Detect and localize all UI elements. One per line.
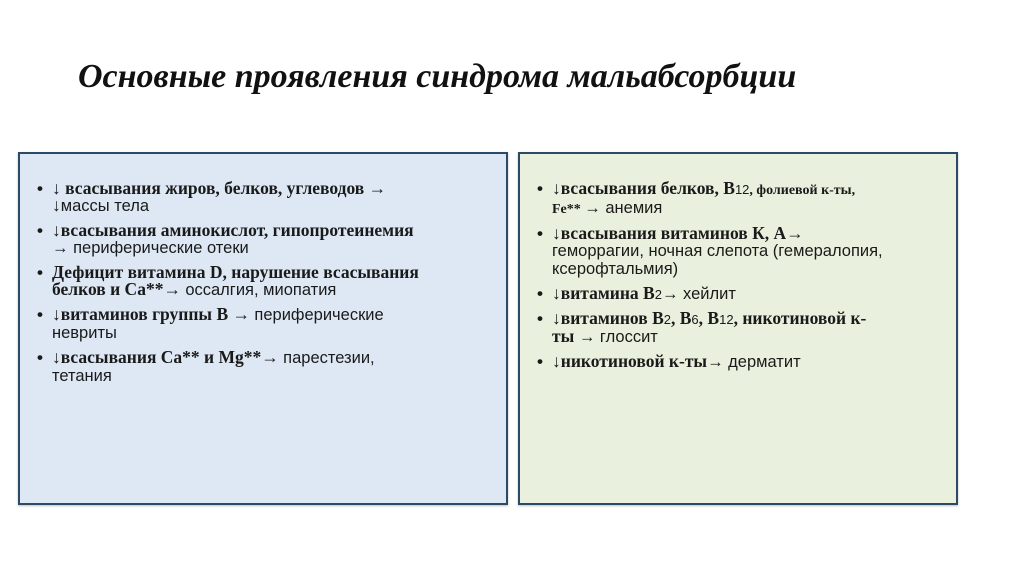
list-item xyxy=(37,180,492,215)
item-text-segment: → дерматит xyxy=(707,353,801,371)
item-text-segment: 12 xyxy=(734,182,750,197)
item-text-segment: оссалгия, миопатия xyxy=(185,281,337,299)
list-item xyxy=(537,285,942,303)
item-text-segment: ↓всасывания белков, B xyxy=(552,178,735,198)
item-text-segment: → анемия xyxy=(584,199,663,217)
item-text-segment: тетания xyxy=(52,367,112,385)
item-text-segment: → хейлит xyxy=(661,285,736,303)
item-text-segment: массы тела xyxy=(60,197,150,215)
slide-title: Основные проявления синдрома мальабсорбции xyxy=(78,58,797,95)
item-text-segment: белков и Ca**→ xyxy=(52,279,186,299)
item-text-segment: , фолиевой к-ты, xyxy=(749,183,856,198)
list-item xyxy=(537,310,942,346)
list-item xyxy=(37,306,492,342)
left-item-list xyxy=(37,180,492,385)
item-text-segment: 6 xyxy=(691,312,699,327)
item-text-segment: ↓ xyxy=(52,195,61,215)
list-item xyxy=(537,353,942,371)
list-item xyxy=(37,264,492,299)
item-text-segment: → глоссит xyxy=(574,328,658,346)
item-text-segment: 2 xyxy=(663,312,671,327)
item-text-segment: ↓витаминов группы В → xyxy=(52,304,255,324)
item-text-segment: ↓витамина В xyxy=(552,283,655,303)
item-text-segment: 2 xyxy=(654,287,662,302)
item-text-segment: невриты xyxy=(52,324,117,342)
item-text-segment: геморрагии, ночная слепота (гемералопия, xyxy=(552,242,883,260)
list-item xyxy=(37,222,492,257)
item-text-segment: Дефицит витамина D, нарушение всасывания xyxy=(52,262,419,282)
item-text-segment: Fe** xyxy=(552,202,585,217)
item-text-segment: ↓всасывания витаминов К, А→ xyxy=(552,223,804,243)
item-text-segment: 12 xyxy=(719,312,734,327)
right-panel xyxy=(518,152,958,505)
item-text-segment: → периферические отеки xyxy=(52,239,249,257)
list-item xyxy=(37,349,492,385)
item-text-segment: парестезии, xyxy=(283,349,375,367)
item-text-segment: , В xyxy=(670,308,692,328)
item-text-segment: , никотиновой к- xyxy=(733,308,867,328)
item-text-segment: ↓всасывания аминокислот, гипопротеинемия xyxy=(52,220,414,240)
item-text-segment: ↓ всасывания жиров, белков, углеводов → xyxy=(52,178,387,198)
item-text-segment: ↓никотиновой к-ты xyxy=(552,351,708,371)
list-item xyxy=(537,225,942,278)
item-text-segment: ксерофтальмия) xyxy=(552,260,679,278)
item-text-segment: ↓витаминов В xyxy=(552,308,664,328)
list-item xyxy=(537,180,942,218)
item-text-segment: ты xyxy=(552,326,575,346)
item-text-segment: периферические xyxy=(254,306,384,324)
item-text-segment: , В xyxy=(698,308,720,328)
right-item-list xyxy=(537,180,942,371)
item-text-segment: ↓всасывания Ca** и Mg**→ xyxy=(52,347,284,367)
left-panel xyxy=(18,152,508,505)
